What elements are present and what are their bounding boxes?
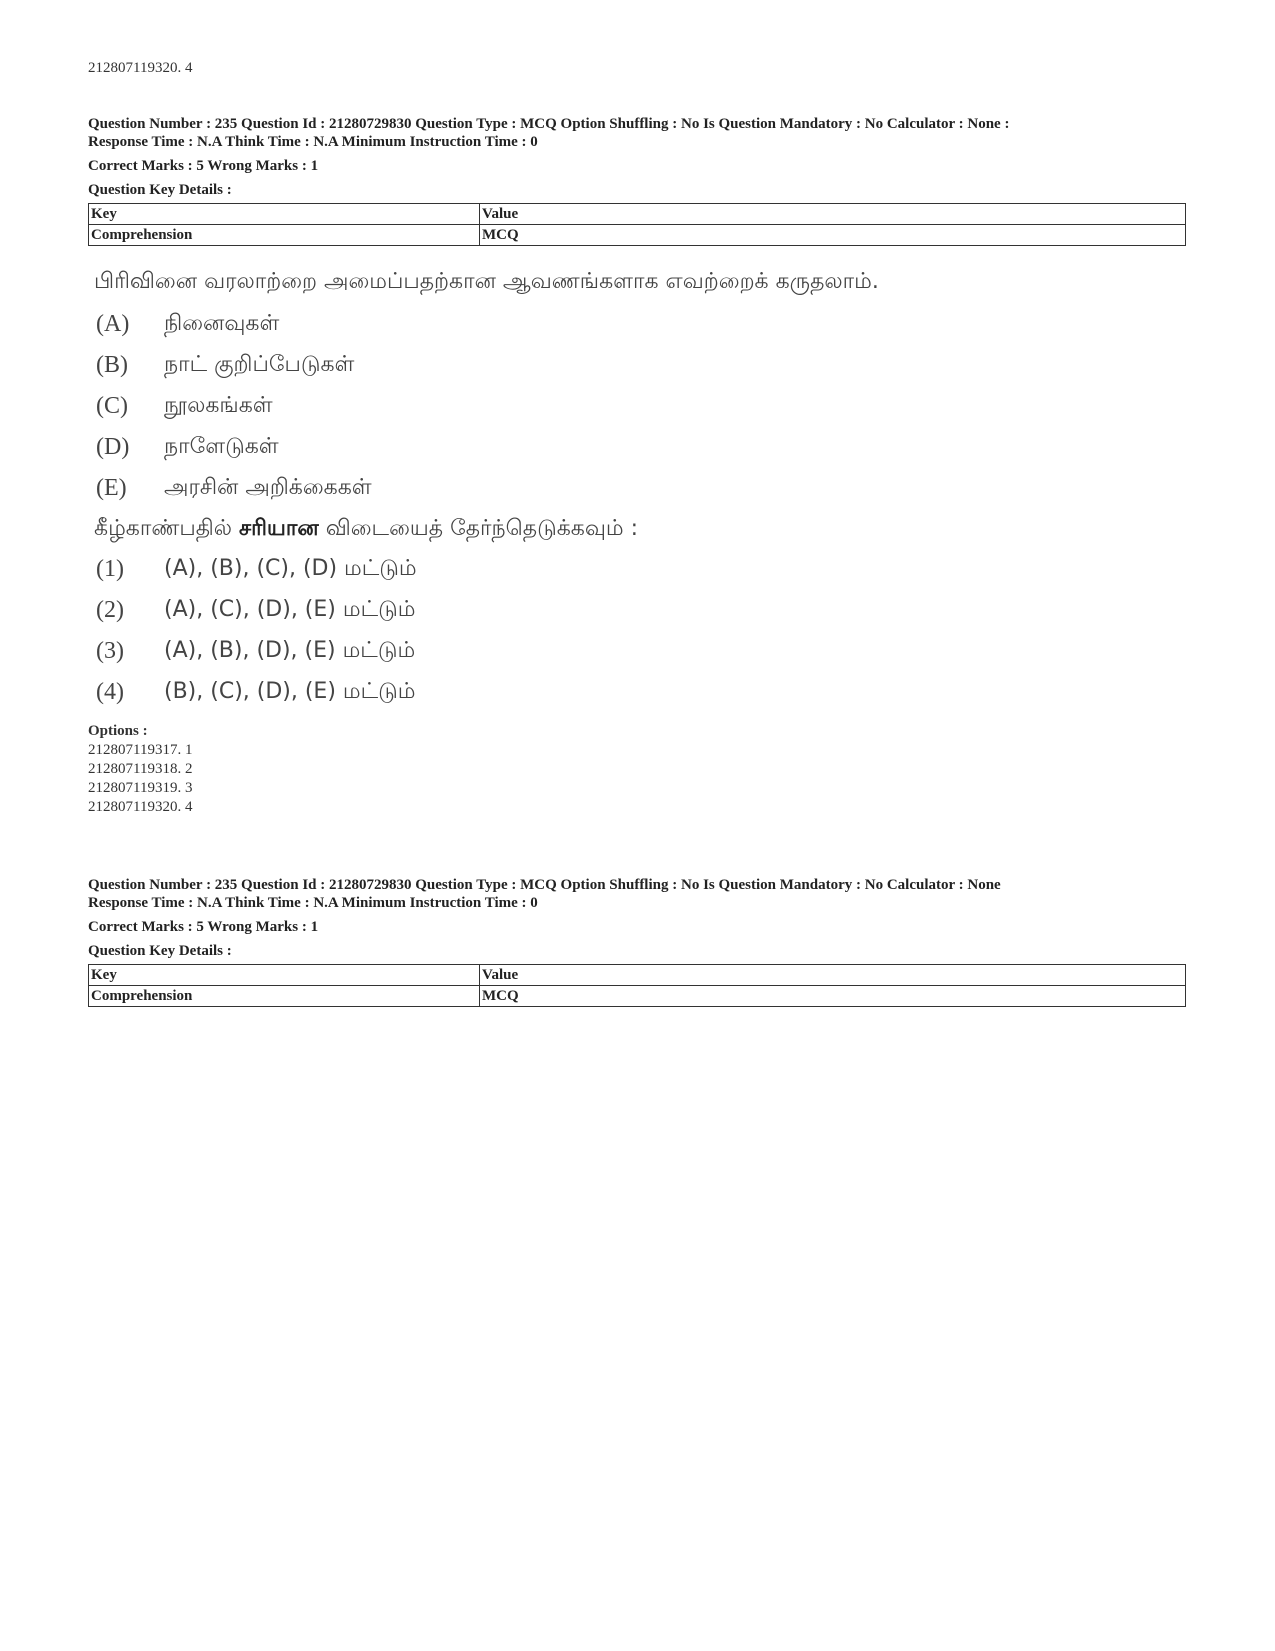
option-line: 212807119318. 2 bbox=[88, 761, 193, 777]
question-meta-block bbox=[88, 115, 1188, 246]
choice-text: (A), (C), (D), (E) மட்டும் bbox=[164, 596, 416, 622]
table-header-key: Key bbox=[89, 965, 480, 986]
table-header-row bbox=[89, 204, 1186, 225]
table-cell-key: Comprehension bbox=[89, 225, 480, 246]
question-meta-line-2: Response Time : N.A Think Time : N.A Minimum Instruction Time : 0 bbox=[88, 134, 538, 150]
option-line: 212807119320. 4 bbox=[88, 799, 193, 815]
option-line: 212807119317. 1 bbox=[88, 742, 193, 758]
choice-label: (3) bbox=[96, 638, 124, 664]
answer-choice bbox=[88, 590, 1188, 631]
answer-choice bbox=[88, 631, 1188, 672]
key-details-table bbox=[88, 203, 1186, 246]
answer-choice bbox=[88, 549, 1188, 590]
table-cell-value: MCQ bbox=[480, 986, 1186, 1007]
choice-label: (2) bbox=[96, 597, 124, 623]
item-label: (D) bbox=[96, 434, 130, 460]
item-label: (A) bbox=[96, 311, 130, 337]
key-details-table bbox=[88, 964, 1186, 1007]
marks-line: Correct Marks : 5 Wrong Marks : 1 bbox=[88, 158, 319, 174]
options-list bbox=[88, 722, 192, 817]
instruction-pre: கீழ்காண்பதில் bbox=[94, 516, 239, 541]
question-meta-block-2 bbox=[88, 876, 1188, 1007]
table-header-value: Value bbox=[480, 965, 1186, 986]
choice-text: (A), (B), (D), (E) மட்டும் bbox=[164, 637, 416, 663]
list-item bbox=[88, 468, 1188, 509]
question-stem: பிரிவினை வரலாற்றை அமைப்பதற்கான ஆவணங்களாக எவற்றைக் கருதலாம். bbox=[94, 269, 879, 294]
table-header-row bbox=[89, 965, 1186, 986]
list-item bbox=[88, 386, 1188, 427]
item-label: (B) bbox=[96, 352, 128, 378]
list-item bbox=[88, 304, 1188, 345]
option-line: 212807119319. 3 bbox=[88, 780, 193, 796]
list-item bbox=[88, 345, 1188, 386]
item-text: நாட் குறிப்பேடுகள் bbox=[164, 351, 355, 377]
answer-choice bbox=[88, 672, 1188, 713]
options-header: Options : bbox=[88, 723, 148, 739]
instruction-post: விடையைத் தேர்ந்தெடுக்கவும் : bbox=[318, 516, 639, 541]
item-label: (C) bbox=[96, 393, 128, 419]
item-text: அரசின் அறிக்கைகள் bbox=[164, 474, 372, 500]
table-header-value: Value bbox=[480, 204, 1186, 225]
choice-label: (4) bbox=[96, 679, 124, 705]
key-details-label: Question Key Details : bbox=[88, 182, 232, 198]
table-row bbox=[89, 986, 1186, 1007]
question-instruction bbox=[94, 509, 1188, 549]
marks-line: Correct Marks : 5 Wrong Marks : 1 bbox=[88, 919, 319, 935]
table-cell-key: Comprehension bbox=[89, 986, 480, 1007]
table-cell-value: MCQ bbox=[480, 225, 1186, 246]
table-header-key: Key bbox=[89, 204, 480, 225]
item-label: (E) bbox=[96, 475, 127, 501]
previous-option-line: 212807119320. 4 bbox=[88, 60, 193, 76]
question-meta-line-1: Question Number : 235 Question Id : 21280729830 Question Type : MCQ Option Shuffling : No Is Question Mandatory : No Calculator : None bbox=[88, 877, 1001, 893]
question-body bbox=[88, 268, 1188, 713]
instruction-bold: சரியான bbox=[239, 516, 319, 541]
choice-label: (1) bbox=[96, 556, 124, 582]
list-item bbox=[88, 427, 1188, 468]
question-meta-line-1: Question Number : 235 Question Id : 21280729830 Question Type : MCQ Option Shuffling : No Is Question Mandatory : No Calculator : None : bbox=[88, 116, 1010, 132]
choice-text: (A), (B), (C), (D) மட்டும் bbox=[164, 555, 417, 581]
key-details-label: Question Key Details : bbox=[88, 943, 232, 959]
table-row bbox=[89, 225, 1186, 246]
choice-text: (B), (C), (D), (E) மட்டும் bbox=[164, 678, 416, 704]
item-text: நாளேடுகள் bbox=[164, 433, 279, 459]
question-meta-line-2: Response Time : N.A Think Time : N.A Minimum Instruction Time : 0 bbox=[88, 895, 538, 911]
item-text: நினைவுகள் bbox=[164, 310, 280, 336]
item-text: நூலகங்கள் bbox=[164, 392, 273, 418]
